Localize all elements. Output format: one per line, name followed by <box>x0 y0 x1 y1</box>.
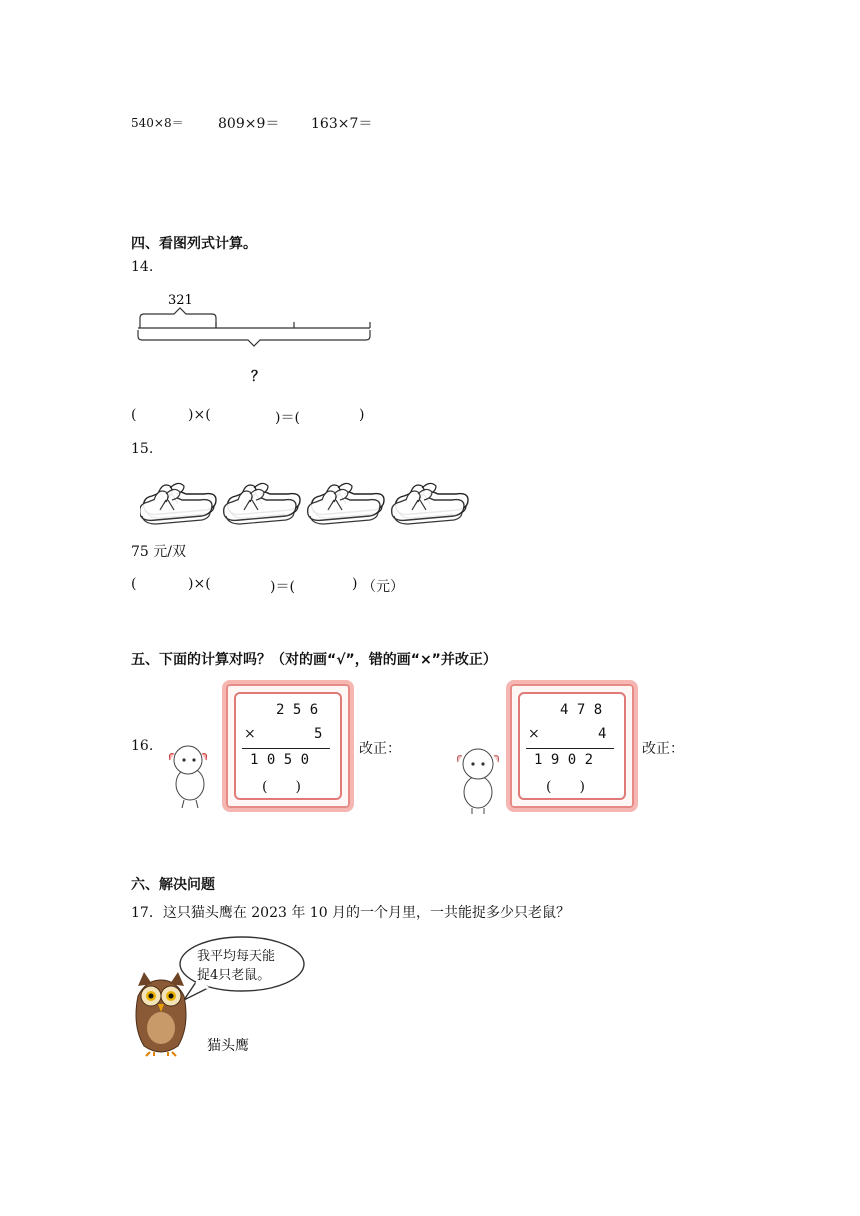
q15-times: )×( <box>188 576 211 592</box>
calc-1: 540×8＝ <box>131 116 184 130</box>
shoe-pair-3-icon <box>308 483 384 524</box>
card2-rule <box>526 748 614 749</box>
owl-icon <box>126 966 196 1058</box>
q16-number: 16. <box>131 738 154 754</box>
calc-card-1 <box>222 680 354 812</box>
speech-line-1: 我平均每天能 <box>197 949 276 964</box>
calc-card-2 <box>506 680 638 812</box>
card1-top: 2 5 6 <box>276 702 319 718</box>
card2-result: 1 9 0 2 <box>534 752 594 768</box>
shoe-pair-1-icon <box>140 483 216 524</box>
q15-number: 15. <box>131 441 154 457</box>
speech-line-2: 捉4只老鼠。 <box>197 968 271 983</box>
sheep-1-icon <box>164 738 220 810</box>
q14-number: 14. <box>131 259 154 275</box>
card2-top: 4 7 8 <box>560 702 603 718</box>
q15-unit: （元） <box>362 579 404 595</box>
calc-3: 163×7＝ <box>311 116 373 132</box>
shoe-pair-4-icon <box>392 483 468 524</box>
q14-paren-close: ) <box>359 407 365 423</box>
card1-correct-label: 改正： <box>359 741 401 757</box>
card2-sign: × <box>528 726 540 742</box>
section4-heading: 四、看图列式计算。 <box>131 236 257 252</box>
q15-price: 75 元/双 <box>131 544 186 560</box>
q15-equals: )＝( <box>270 579 295 595</box>
q14-times: )×( <box>188 407 211 423</box>
owl-label: 猫头鹰 <box>207 1038 249 1054</box>
q14-equals: )＝( <box>275 410 300 426</box>
q14-paren-open: ( <box>131 407 137 423</box>
q15-paren-close: ) <box>352 576 358 592</box>
card1-multiplier: 5 <box>314 726 323 742</box>
section6-heading: 六、解决问题 <box>131 877 215 893</box>
shoes-illustration <box>140 470 480 526</box>
q14-diagram-label: 321 <box>168 293 193 308</box>
sheep-2-icon <box>452 744 508 814</box>
card1-rule <box>242 748 330 749</box>
card1-sign: × <box>244 726 256 742</box>
q17-text: 17．这只猫头鹰在 2023 年 10 月的一个月里，一共能捉多少只老鼠？ <box>131 905 571 921</box>
card2-answer-paren[interactable]: ( ) <box>546 779 585 795</box>
card2-multiplier: 4 <box>598 726 607 742</box>
shoe-pair-2-icon <box>224 483 300 524</box>
q15-paren-open: ( <box>131 576 137 592</box>
card1-answer-paren[interactable]: ( ) <box>262 779 301 795</box>
card1-result: 1 0 5 0 <box>250 752 310 768</box>
q14-question-mark: ？ <box>251 369 265 385</box>
card2-correct-label: 改正： <box>642 741 684 757</box>
q14-segment-diagram <box>130 288 380 358</box>
calc-2: 809×9＝ <box>218 116 280 132</box>
section5-heading: 五、下面的计算对吗？（对的画“√”，错的画“×”并改正） <box>131 652 497 668</box>
